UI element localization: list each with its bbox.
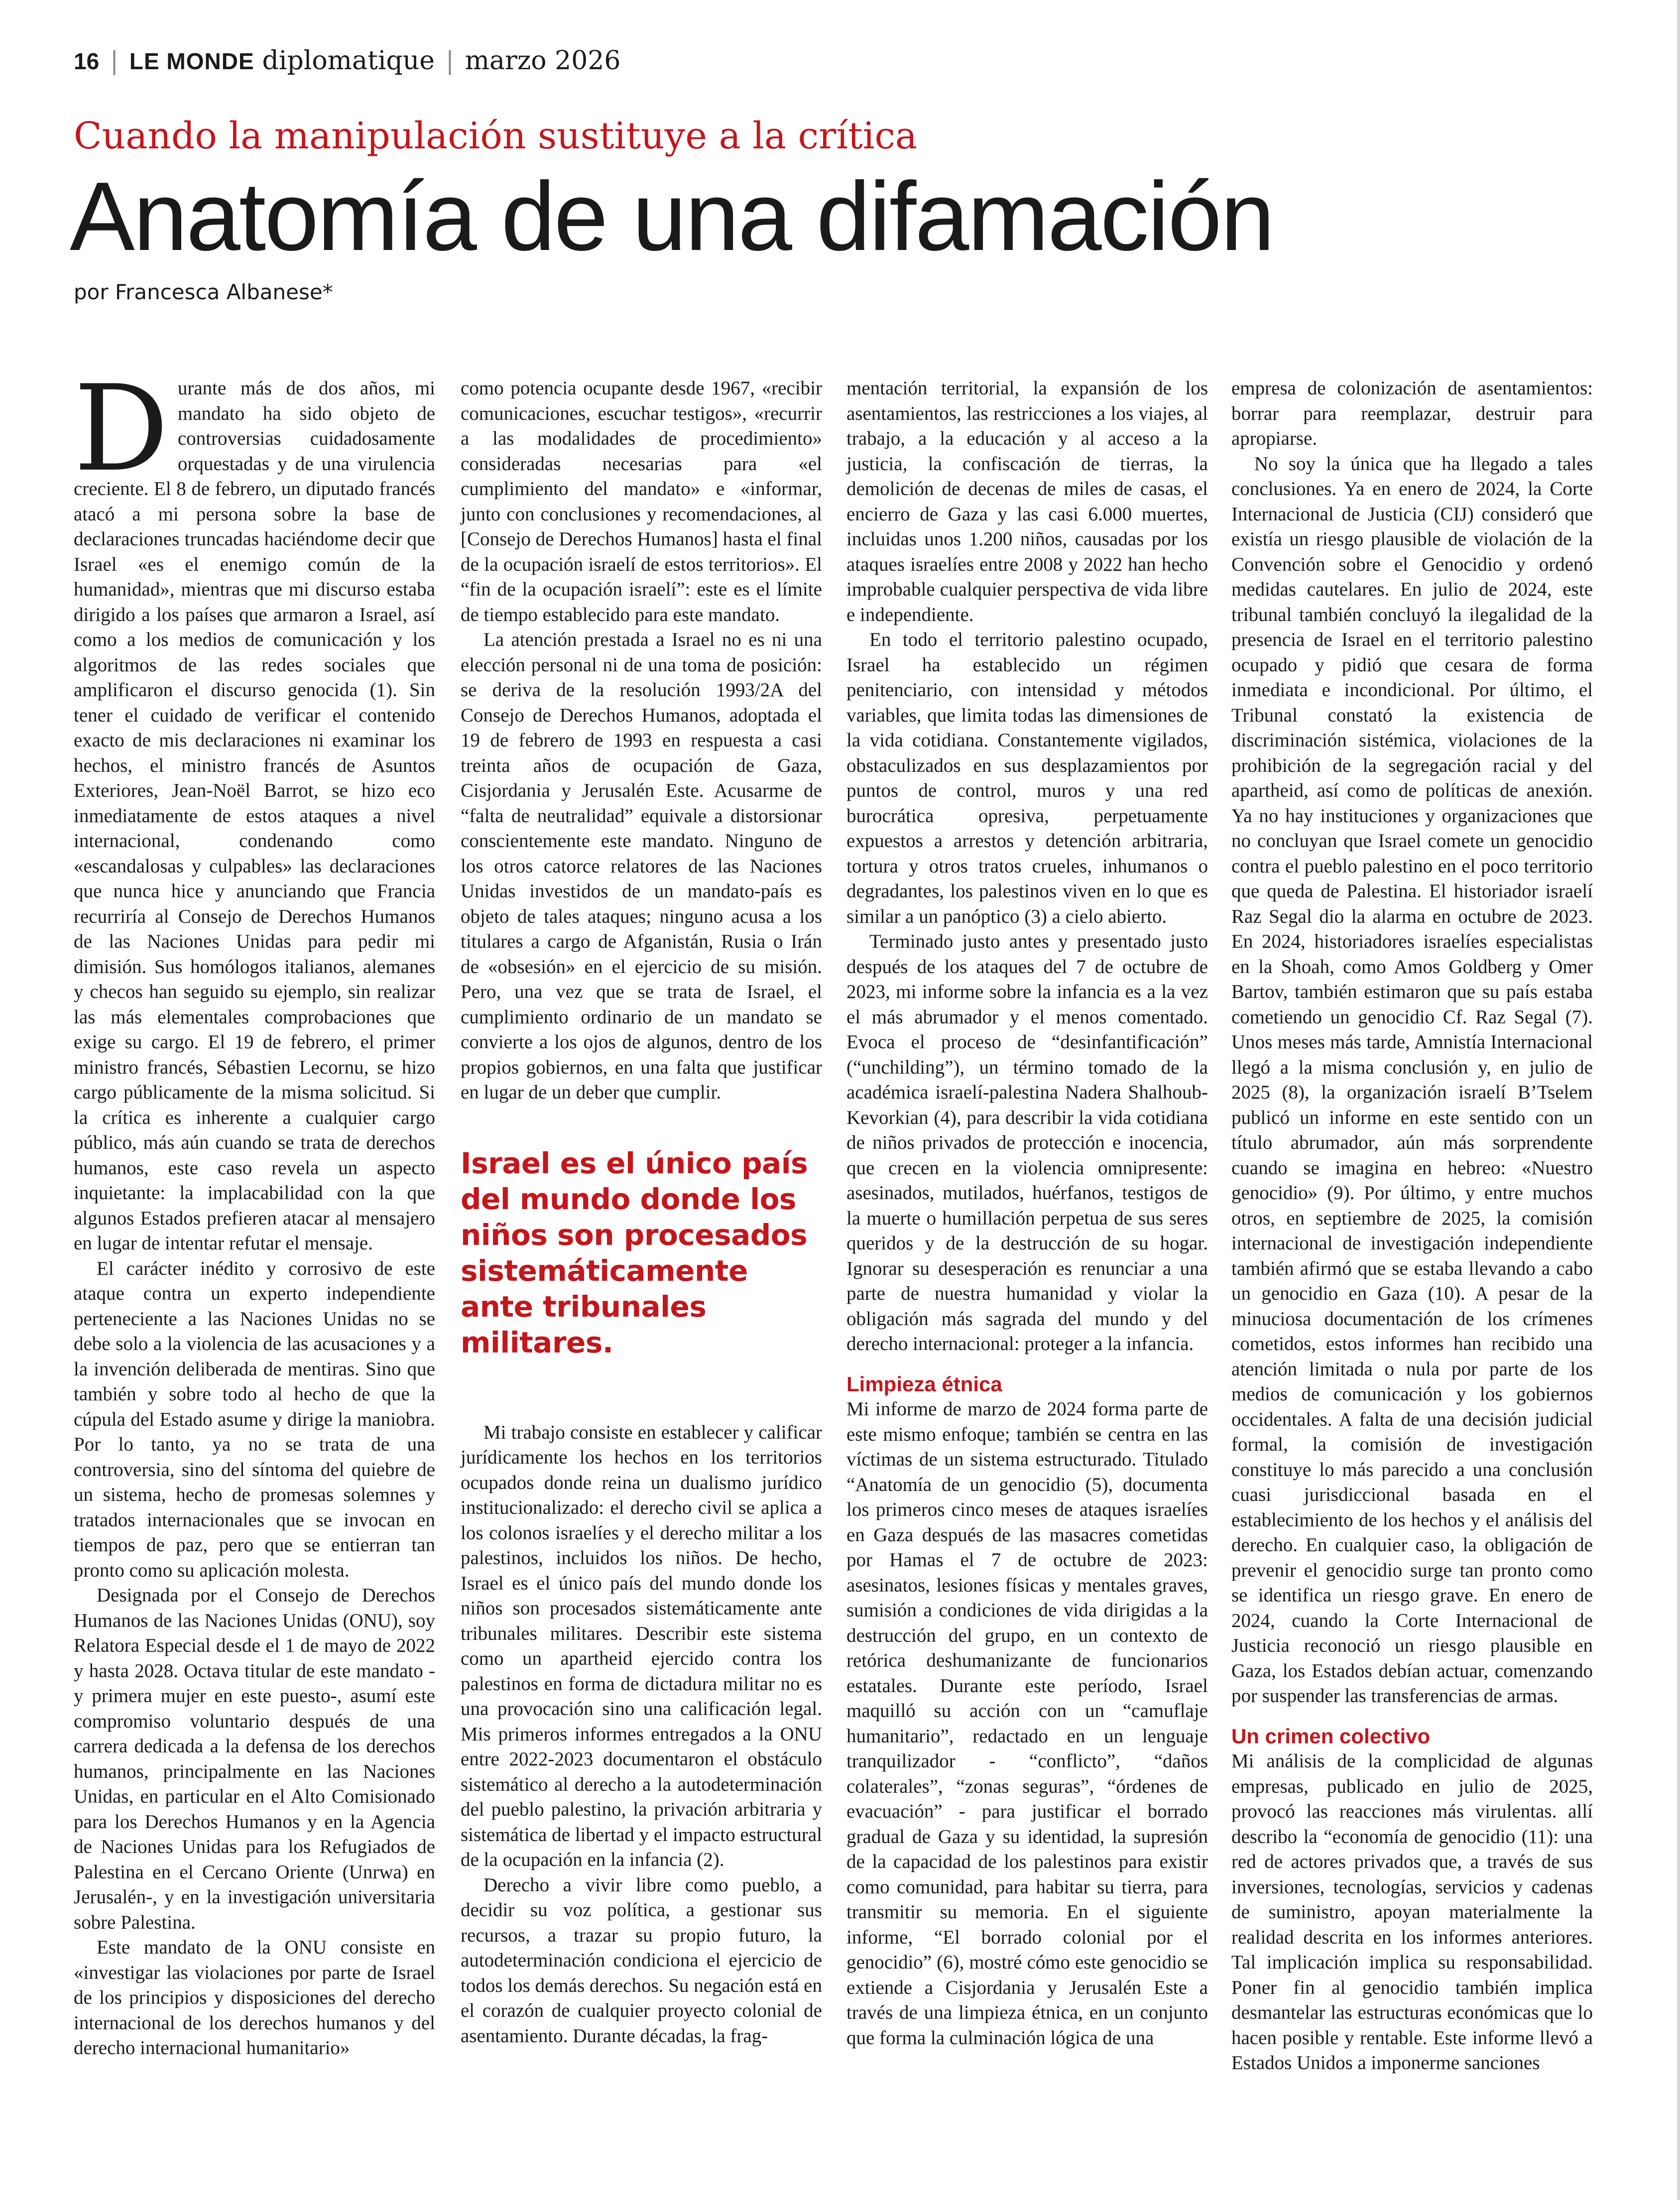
paragraph: Este mandato de la ONU consiste en «investigar las violaciones por parte de Israel de los principios y disposiciones del derecho internacional de los derechos humanos y del derecho internacional humanitario» (74, 1937, 435, 2059)
paragraph: mentación territorial, la expansión de los asentamientos, las restricciones a los viajes, al trabajo, a la educación y al acceso a la justicia, la confiscación de tierras, la demolición de decenas de miles de casas, el encierro de Gaza y las casi 6.000 muertes, incluidas unos 1.200 niños, causadas por los ataques israelíes entre 2008 y 2022 han hecho improbable cualquier perspectiva de vida libre e independiente. (846, 377, 1208, 625)
publication-name: LE MONDE (129, 48, 254, 74)
page-header (74, 46, 620, 76)
header-separator: | (110, 46, 119, 75)
paragraph: Mi análisis de la complicidad de algunas empresas, publicado en julio de 2025, provocó las reacciones más virulentas. allí describo la “economía de genocidio (11): una red de actores privados que, a través de sus inversiones, tecnologías, servicios y cadenas de suministro, apoyan materialmente la realidad descrita en los informes anteriores. Tal implicación implica su responsabilidad. Poner fin al genocidio también implica desmantelar las estructuras económicas que lo hacen posible y rentable. Este informe llevó a Estados Unidos a imponerme sanciones (1231, 1750, 1593, 2074)
paragraph: Terminado justo antes y presentado justo después de los ataques del 7 de octubre de 2023, mi informe sobre la infancia es a la vez el más abrumador y el menos comentado. Evoca el proceso de “desinfantificación” (“unchilding”), un término tomado de la académica israelí-palestina Nadera Shalhoub-Kevorkian (4), para describir la vida cotidiana de niños privados de protección e inocencia, que crecen en la violencia omnipresente: asesinados, mutilados, huérfanos, testigos de la muerte o humillación perpetua de sus seres queridos y de la destrucción de su hogar. Ignorar su desesperación es renunciar a una parte de nuestra humanidad y violar la obligación más sagrada del mundo y del derecho internacional: proteger a la infancia. (846, 931, 1208, 1354)
paragraph: empresa de colonización de asentamientos: borrar para reemplazar, destruir para apropiarse. (1231, 377, 1593, 449)
paragraph: Mi informe de marzo de 2024 forma parte de este mismo enfoque; también se centra en las víctimas de un sistema estructurado. Titulado “Anatomía de un genocidio (5), documenta los primeros cinco meses de ataques israelíes en Gaza después de las masacres cometidas por Hamas el 7 de octubre de 2023: asesinatos, lesiones físicas y mentales graves, sumisión a condiciones de vida dirigidas a la destrucción del grupo, en un contexto de retórica deshumanizante de funcionarios estatales. Durante este período, Israel maquilló su acción con un “camuflaje humanitario”, redactado en un lenguaje tranquilizador - “conflicto”, “daños colaterales”, “zonas seguras”, “órdenes de evacuación” - para justificar el borrado gradual de Gaza y su identidad, la supresión de la capacidad de los palestinos para existir como comunidad, para habitar su tierra, para transmitir su memoria. En el siguiente informe, “El borrado colonial por el genocidio” (6), mostré cómo este genocidio se extiende a Cisjordania y Jerusalén Este a través de una limpieza étnica, en un conjunto que forma la culminación lógica de una (846, 1398, 1208, 2049)
paragraph: El carácter inédito y corrosivo de este ataque contra un experto independiente perteneciente a las Naciones Unidas no se debe solo a la violencia de las acusaciones y a la invención deliberada de mentiras. Sino que también y sobre todo al hecho de que la cúpula del Estado asume y dirige la maniobra. Por lo tanto, ya no se trata de una controversia, sino del síntoma del quiebre de un sistema, hecho de promesas solemnes y tratados internacionales que se invocan en tiempos de paz, pero que se entierran tan pronto como su aplicación molesta. (74, 1257, 435, 1581)
paragraph: Derecho a vivir libre como pueblo, a decidir su voz política, a gestionar sus recursos, a trazar su propio futuro, la autodeterminación condiciona el ejercicio de todos los demás derechos. Su negación está en el corazón de cualquier proyecto colonial de asentamiento. Durante décadas, la frag- (461, 1874, 822, 2047)
subheading-limpieza-etnica: Limpieza étnica (846, 1372, 1002, 1396)
subheading-un-crimen-colectivo: Un crimen colectivo (1231, 1724, 1431, 1748)
paragraph: En todo el territorio palestino ocupado, Israel ha establecido un régimen penitenciario, con intensidad y métodos variables, que limita todas las dimensiones de la vida cotidiana. Constantemente vigilados, obstaculizados en sus desplazamientos por puntos de control, muros y una red burocrática opresiva, perpetuamente expuestos a arrestos y detención arbitraria, tortura y otros tratos crueles, inhumanos o degradantes, los palestinos viven en lo que es similar a un panóptico (3) a cielo abierto. (846, 629, 1208, 927)
paragraph: Designada por el Consejo de Derechos Humanos de las Naciones Unidas (ONU), soy Relatora Especial desde el 1 de mayo de 2022 y hasta 2028. Octava titular de este mandato -y primera mujer en este puesto-, asumí este compromiso voluntario después de una carrera dedicada a la defensa de los derechos humanos, principalmente en las Naciones Unidas, en particular en el Alto Comisionado para los Derechos Humanos y en la Agencia de Naciones Unidas para los Refugiados de Palestina en el Cercano Oriente (Unrwa) en Jerusalén-, y en la investigación universitaria sobre Palestina. (74, 1585, 435, 1933)
page-edge-rule (1677, 0, 1680, 2200)
issue-date: marzo 2026 (465, 46, 621, 76)
paragraph (74, 360, 435, 1256)
header-separator-2: | (445, 46, 454, 75)
paragraph: Mi trabajo consiste en establecer y calificar jurídicamente los hechos en los territorios ocupados donde reina un dualismo jurídico institucionalizado: el derecho civil se aplica a los colonos israelíes y el derecho militar a los palestinos, incluidos los niños. De hecho, Israel es el único país del mundo donde los niños son procesados sistemáticamente ante tribunales militares. Describir este sistema como un apartheid ejercido contra los palestinos en forma de dictadura militar no es una provocación sino una calificación legal. Mis primeros informes entregados a la ONU entre 2022-2023 documentaron el obstáculo sistemático al derecho a la autodeterminación del pueblo palestino, la privación arbitraria y sistemática de libertad y el impacto estructural de la ocupación en la infancia (2). (461, 1421, 822, 1870)
column-1 (74, 360, 435, 2061)
paragraph: No soy la única que ha llegado a tales conclusiones. Ya en enero de 2024, la Corte Internacional de Justicia (CIJ) consideró que existía un riesgo plausible de violación de la Convención sobre el Genocidio y ordenó medidas cautelares. En julio de 2024, este tribunal también concluyó la ilegalidad de la presencia de Israel en el territorio palestino ocupado y pidió que cesara de forma inmediata e incondicional. Por último, el Tribunal constató la existencia de discriminación sistémica, violaciones de la prohibición de la segregación racial y del apartheid, así como de políticas de anexión. Ya no hay instituciones y organizaciones que no concluyan que Israel comete un genocidio contra el pueblo palestino en el poco territorio que queda de Palestina. El historiador israelí Raz Segal dio la alarma en octubre de 2023. En 2024, historiadores israelíes especialistas en la Shoah, como Amos Goldberg y Omer Bartov, también estimaron que su país estaba cometiendo un genocidio Cf. Raz Segal (7). Unos meses más tarde, Amnistía Internacional llegó a la misma conclusión y, en julio de 2025 (8), la organización israelí B’Tselem publicó un informe en este sentido con un título abrumador, aún más sorprendente cuando se imagina en hebreo: «Nuestro genocidio» (9). Por último, y entre muchos otros, en septiembre de 2025, la comisión internacional de investigación independiente también afirmó que se estaba llevando a cabo un genocidio en Gaza (10). A pesar de la minuciosa documentación de los crímenes cometidos, estos informes han recibido una atención limitada o nula por parte de los medios de comunicación y los gobiernos occidentales. A falta de una decisión judicial formal, la comisión de investigación constituye lo más parecido a una conclusión cuasi jurisdiccional basada en el establecimiento de los hechos y el análisis del derecho. En cualquier caso, la obligación de prevenir el genocidio surge tan pronto como se identifica un riesgo grave. En enero de 2024, cuando la Corte Internacional de Justicia reconoció un riesgo plausible en Gaza, los Estados debían actuar, comenzando por suspender las transferencias de armas. (1231, 453, 1593, 1707)
column-2 (461, 376, 822, 2049)
paragraph-text: urante más de dos años, mi mandato ha sido objeto de controversias cuidadosamente orquestadas y de una virulencia creciente. El 8 de febrero, un diputado francés atacó a mi persona sobre la base de declaraciones truncadas haciéndome decir que Israel «es el enemigo común de la humanidad», mientras que mi discurso estaba dirigido a los países que armaron a Israel, así como a los medios de comunicación y los algoritmos de las redes sociales que amplificaron el discurso genocida (1). Sin tener el cuidado de verificar el contenido exacto de mis declaraciones ni examinar los hechos, el ministro francés de Asuntos Exteriores, Jean-Noël Barrot, se hizo eco inmediatamente de estos ataques a nivel internacional, condenando como «escandalosas y culpables» las declaraciones que nunca hice y anunciando que Francia recurriría al Consejo de Derechos Humanos de las Naciones Unidas para pedir mi dimisión. Sus homólogos italianos, alemanes y checos han seguido su ejemplo, sin realizar las más elementales comprobaciones que exige su cargo. El 19 de febrero, el primer ministro francés, Sébastien Lecornu, se hizo cargo públicamente de la misma solicitud. Si la crítica es inherente a cualquier cargo público, más aún cuando se trata de derechos humanos, este caso revela un aspecto inquietante: la implacabilidad con la que algunos Estados prefieren atacar al mensajero en lugar de intentar refutar el mensaje. (74, 377, 435, 1254)
article-byline: por Francesca Albanese* (74, 280, 333, 304)
page-number: 16 (74, 48, 100, 74)
publication-suffix: diplomatique (262, 46, 435, 76)
paragraph: La atención prestada a Israel no es ni una elección personal ni de una toma de posición: se deriva de la resolución 1993/2A del Consejo de Derechos Humanos, adoptada el 19 de febrero de 1993 en respuesta a casi treinta años de ocupación de Gaza, Cisjordania y Jerusalén Este. Acusarme de “falta de neutralidad” equivale a distorsionar conscientemente este mandato. Ninguno de los otros catorce relatores de las Naciones Unidas investidos de un mandato-país es objeto de tales ataques; ninguno acusa a los titulares a cargo de Afganistán, Rusia o Irán de «obsesión» en el ejercicio de su misión. Pero, una vez que se trata de Israel, el cumplimiento ordinario de un mandato se convierte a los ojos de algunos, dentro de los propios gobiernos, en una falta que justificar en lugar de un deber que cumplir. (461, 629, 822, 1103)
column-4 (1231, 376, 1593, 2076)
paragraph: como potencia ocupante desde 1967, «recibir comunicaciones, escuchar testigos», «recurrir a las modalidades de procedimiento» consideradas necesarias para «el cumplimiento del mandato» e «informar, junto con conclusiones y recomendaciones, al [Consejo de Derechos Humanos] hasta el final de la ocupación israelí de estos territorios». El “fin de la ocupación israelí”: este es el límite de tiempo establecido para este mandato. (461, 377, 822, 625)
drop-cap: D (74, 360, 169, 498)
column-3 (846, 376, 1208, 2051)
article-title: Anatomía de una difamación (70, 162, 1274, 271)
article-kicker: Cuando la manipulación sustituye a la crítica (74, 115, 918, 157)
pull-quote: Israel es el único país del mundo donde los niños son procesados sistemáticamente ante tribunales militares. (461, 1146, 808, 1359)
